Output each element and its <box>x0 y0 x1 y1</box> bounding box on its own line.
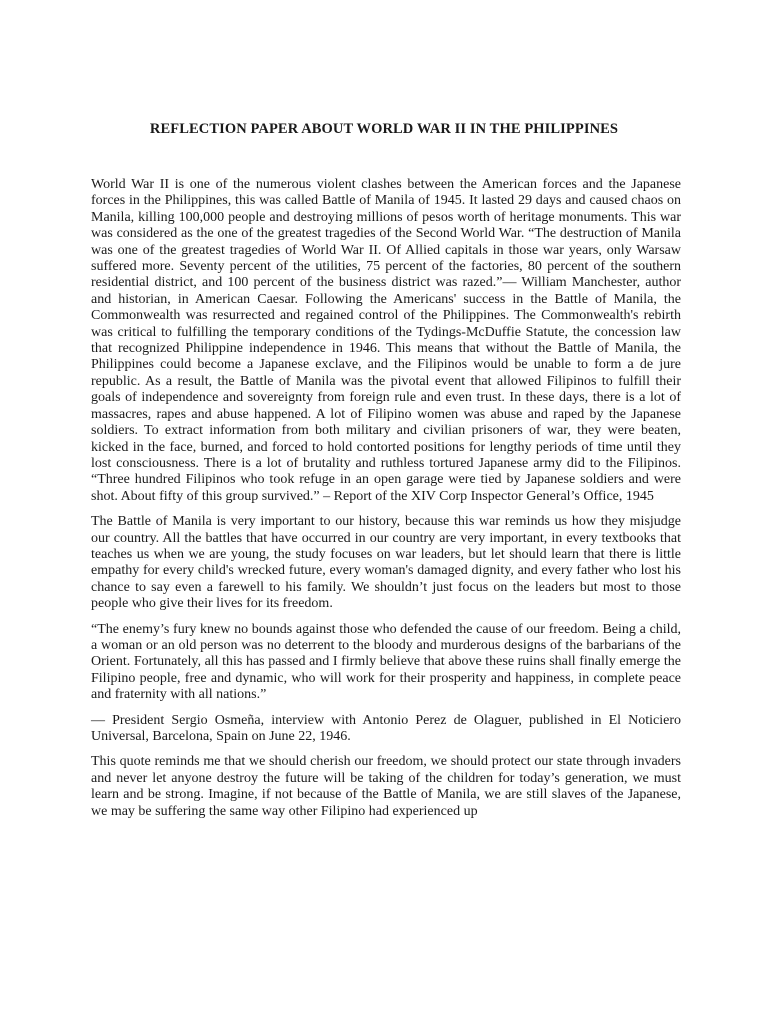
quote-paragraph: “The enemy’s fury knew no bounds against those who defended the cause of our freedom. Being a child, a woman or an old person was no deterrent to the bloody and murderous designs of the barbarians of the Orient. Fortunately, all this has passed and I firmly believe that above these ruins shall finally emerge the Filipino people, free and dynamic, who will work for their prosperity and happiness, in complete peace and fraternity with all nations.” <box>91 621 681 703</box>
quote-attribution: — President Sergio Osmeña, interview with Antonio Perez de Olaguer, published in El Noticiero Universal, Barcelona, Spain on June 22, 1946. <box>91 712 681 744</box>
paragraph-5: This quote reminds me that we should cherish our freedom, we should protect our state through invaders and never let anyone destroy the future will be taking of the children for today’s generation, we must learn and be strong. Imagine, if not because of the Battle of Manila, we are still slaves of the Japanese, we may be suffering the same way other Filipino had experienced up <box>91 754 681 819</box>
document-title: REFLECTION PAPER ABOUT WORLD WAR II IN THE PHILIPPINES <box>149 121 619 137</box>
paragraph-1: World War II is one of the numerous violent clashes between the American forces and the Japanese forces in the Philippines, this was called Battle of Manila of 1945. It lasted 29 days and caused chaos on Manila, killing 100,000 people and destroying millions of pesos worth of heritage monuments. This war was considered as the one of the greatest tragedies of the Second World War. “The destruction of Manila was one of the greatest tragedies of World War II. Of Allied capitals in those war years, only Warsaw suffered more. Seventy percent of the utilities, 75 percent of the factories, 80 percent of the southern residential district, and 100 percent of the business district was razed.”— William Manchester, author and historian, in American Caesar. Following the Americans' success in the Battle of Manila, the Commonwealth was resurrected and regained control of the Philippines. The Commonwealth's rebirth was critical to fulfilling the temporary conditions of the Tydings-McDuffie Statute, the concession law that recognized Philippine independence in 1946. This means that without the Battle of Manila, the Philippines could become a Japanese exclave, and the Filipinos would be unable to form a de jure republic. As a result, the Battle of Manila was the pivotal event that allowed Filipinos to fulfill their goals of independence and sovereignty from foreign rule and even trust. In these days, there is a lot of massacres, rapes and abuse happened. A lot of Filipino women was abuse and raped by the Japanese soldiers. To extract information from both military and civilian prisoners of war, they were beaten, kicked in the face, burned, and forced to hold contorted positions for lengthy periods of time until they lost consciousness. There is a lot of brutality and ruthless tortured Japanese army did to the Filipinos. “Three hundred Filipinos who took refuge in an open garage were tied by Japanese soldiers and were shot. About fifty of this group survived.” – Report of the XIV Corp Inspector General’s Office, 1945 <box>91 177 681 504</box>
document-body <box>91 177 681 829</box>
paragraph-2: The Battle of Manila is very important to our history, because this war reminds us how they misjudge our country. All the battles that have occurred in our country are very important, in every textbooks that teaches us when we are young, the study focuses on war leaders, but let should learn that there is little empathy for every child's wrecked future, every woman's damaged dignity, and every father who lost his chance to say even a farewell to his family. We shouldn’t just focus on the leaders but most to those people who give their lives for its freedom. <box>91 514 681 612</box>
